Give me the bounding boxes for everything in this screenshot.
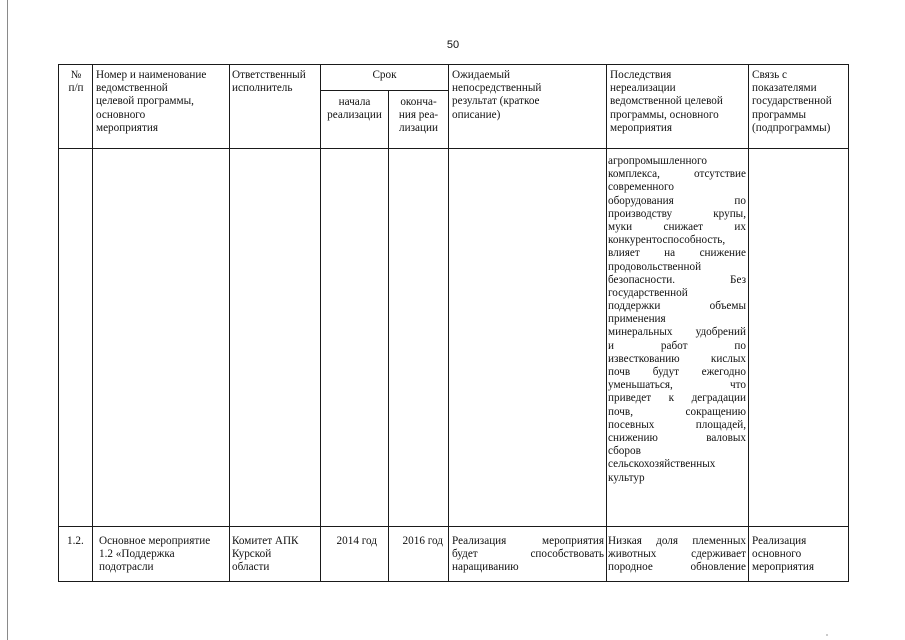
header-consequences-line: программы, основного (610, 108, 719, 121)
header-link-line: государственной (752, 95, 832, 108)
consequence-line: известкованию кислых (608, 352, 746, 365)
consequence-line: комплекса, отсутствие (608, 168, 746, 181)
consequence-line: поддержки объемы (608, 300, 746, 313)
consequence-line: сельскохозяйственных (608, 458, 716, 471)
table-border-left (58, 64, 59, 582)
consequence-line: Низкая доля племенных (608, 535, 746, 547)
consequence-line: влияет на снижение (608, 247, 746, 260)
consequence-line: конкурентоспособность, (608, 234, 726, 247)
header-consequences-line: нереализации (610, 82, 676, 95)
col-divider (229, 64, 230, 582)
consequence-line: оборудования по (608, 194, 746, 207)
header-consequences-line: ведомственной целевой (610, 95, 723, 108)
header-num-line: п/п (68, 82, 84, 95)
row-start: 2014 год (336, 535, 377, 547)
header-result-line: Ожидаемый (452, 69, 511, 81)
page-edge-line (7, 0, 8, 640)
scan-speck (826, 634, 828, 636)
header-link-line: (подпрограммы) (752, 121, 831, 134)
header-result (452, 69, 604, 122)
consequence-line: минеральных удобрений (608, 326, 746, 339)
col-divider (748, 64, 749, 582)
col-divider (320, 64, 321, 582)
consequence-line: агропромышленного (608, 155, 707, 167)
result-line: наращиванию (452, 561, 519, 574)
table-border-right (848, 64, 849, 582)
row-link-line: мероприятия (752, 561, 814, 574)
consequence-line: продовольственной (608, 260, 702, 273)
row-result (452, 535, 604, 575)
header-start (321, 96, 388, 122)
consequence-line: породное обновление (608, 561, 746, 574)
consequence-line: применения (608, 313, 666, 326)
consequence-line: культур (608, 471, 645, 484)
header-result-line: результат (краткое (452, 95, 540, 108)
term-subheader-line (320, 90, 448, 91)
header-link-line: Связь с (752, 69, 788, 81)
row-end: 2016 год (402, 535, 443, 547)
header-end-line: лизации (399, 122, 438, 135)
consequence-line: муки снижает их (608, 220, 746, 233)
header-link (752, 69, 848, 135)
row-link-line: Реализация (752, 535, 807, 547)
row-name-line: подотрасли (99, 561, 154, 574)
header-responsible (232, 69, 320, 95)
consequence-line: почв, сокращению (608, 405, 746, 418)
header-num-line: № (70, 69, 82, 81)
row-responsible-line: области (232, 561, 270, 574)
header-name-line: основного (96, 108, 146, 121)
row-responsible (232, 535, 320, 575)
result-line: Реализация мероприятия (452, 535, 604, 547)
table-border-top (58, 64, 849, 65)
header-consequences (610, 69, 748, 135)
row-name (99, 535, 231, 575)
table-border-bottom (58, 581, 849, 582)
col-divider (448, 64, 449, 582)
header-consequences-line: мероприятия (610, 121, 672, 134)
consequence-line: приведет к деградации (608, 392, 746, 405)
consequence-line: уменьшаться, что (608, 379, 746, 392)
consequence-line: сборов (608, 445, 641, 458)
row-name-line: 1.2 «Поддержка (99, 548, 175, 561)
consequence-line: животных сдерживает (608, 548, 746, 561)
header-link-line: показателями (752, 82, 817, 95)
header-name-line: Номер и наименование (96, 69, 207, 81)
row-link (752, 535, 848, 575)
header-result-line: непосредственный (452, 82, 542, 95)
consequence-line: государственной (608, 286, 688, 299)
consequence-line: почв будут ежегодно (608, 366, 746, 378)
row-divider (58, 526, 849, 527)
col-divider (388, 90, 389, 582)
col-divider (606, 64, 607, 582)
header-bottom-line (58, 148, 849, 149)
consequence-line: производству крупы, (608, 207, 746, 220)
header-start-line: начала (338, 96, 371, 108)
continued-consequences-text (608, 155, 746, 485)
header-name (96, 69, 228, 135)
header-end-line: оконча- (400, 96, 437, 108)
header-num (59, 69, 93, 95)
page-number: 50 (446, 39, 460, 51)
col-divider (92, 64, 93, 582)
row-number: 1.2. (67, 535, 84, 547)
row-name-line: Основное мероприятие (99, 535, 211, 547)
header-result-line: описание) (452, 108, 501, 121)
header-term: Срок (372, 69, 397, 81)
row-link-line: основного (752, 548, 802, 561)
header-name-line: целевой программы, (96, 95, 194, 108)
header-start-line: реализации (327, 109, 382, 122)
consequence-line: безопасности. Без (608, 273, 746, 286)
row-responsible-line: Курской (232, 548, 272, 561)
result-line: будет способствовать (452, 548, 604, 561)
consequence-line: и работ по (608, 339, 746, 352)
header-end-line: ния реа- (398, 109, 439, 122)
header-consequences-line: Последствия (610, 69, 672, 81)
header-link-line: программы (752, 108, 806, 121)
row-consequences (608, 535, 746, 575)
consequence-line: снижению валовых (608, 431, 746, 444)
consequence-line: посевных площадей, (608, 418, 746, 431)
header-end (389, 96, 448, 136)
consequence-line: современного (608, 181, 674, 194)
row-responsible-line: Комитет АПК (232, 535, 299, 547)
header-responsible-line: исполнитель (232, 82, 293, 95)
header-responsible-line: Ответственный (232, 69, 306, 81)
header-name-line: ведомственной (96, 82, 168, 95)
header-name-line: мероприятия (96, 121, 158, 134)
